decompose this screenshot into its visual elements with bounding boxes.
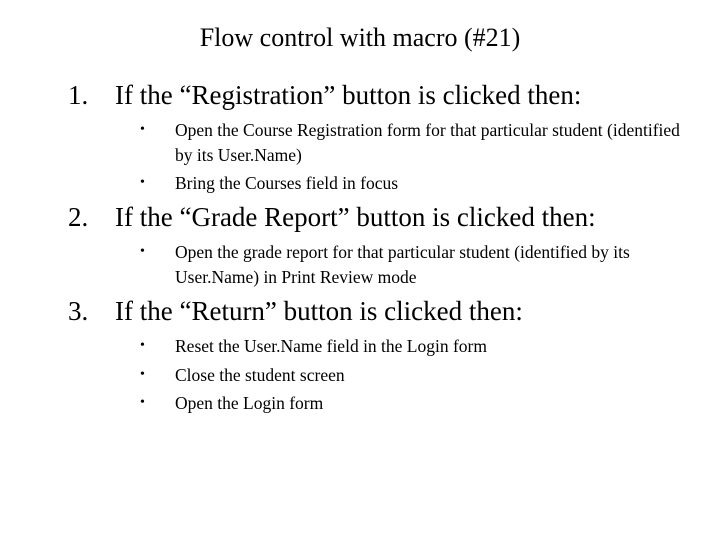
item-text: If the “Return” button is clicked then:: [115, 296, 523, 326]
item-number: 1.: [68, 80, 89, 110]
bullet-icon: •: [140, 366, 145, 382]
item-number: 3.: [68, 296, 89, 326]
bullet-icon: •: [140, 395, 145, 410]
bullet-list: [0, 334, 720, 416]
bullet-icon: •: [140, 244, 145, 259]
bullet-item: [0, 171, 720, 196]
bullet-text: Open the Login form: [175, 393, 324, 413]
bullet-icon: •: [140, 122, 145, 137]
bullet-text: Close the student screen: [175, 364, 345, 385]
item-heading: [0, 78, 720, 112]
bullet-text: Open the Course Registration form for that particular student (identified by its User.Name): [175, 120, 680, 165]
item-text: If the “Grade Report” button is clicked then:: [115, 202, 596, 232]
bullet-text: Bring the Courses field in focus: [175, 173, 399, 193]
bullet-list: [0, 240, 720, 289]
item-heading: [0, 200, 720, 234]
bullet-item: [0, 118, 720, 167]
bullet-text: Reset the User.Name field in the Login form: [175, 336, 488, 356]
bullet-item: [0, 391, 720, 416]
item-text: If the “Registration” button is clicked then:: [115, 80, 582, 110]
list-item-grade-report: [0, 200, 720, 293]
bullet-text: Open the grade report for that particular student (identified by its User.Name) in Print Review mode: [175, 242, 630, 287]
list-item-return: [0, 294, 720, 420]
bullet-list: [0, 118, 720, 196]
bullet-icon: •: [140, 175, 145, 190]
bullet-item: [0, 363, 720, 388]
item-heading: [0, 294, 720, 328]
bullet-item: [0, 240, 720, 289]
bullet-item: [0, 334, 720, 359]
list-item-registration: [0, 78, 720, 200]
bullet-icon: •: [140, 338, 145, 353]
item-number: 2.: [68, 202, 89, 232]
slide-title: Flow control with macro (#21): [199, 23, 521, 52]
